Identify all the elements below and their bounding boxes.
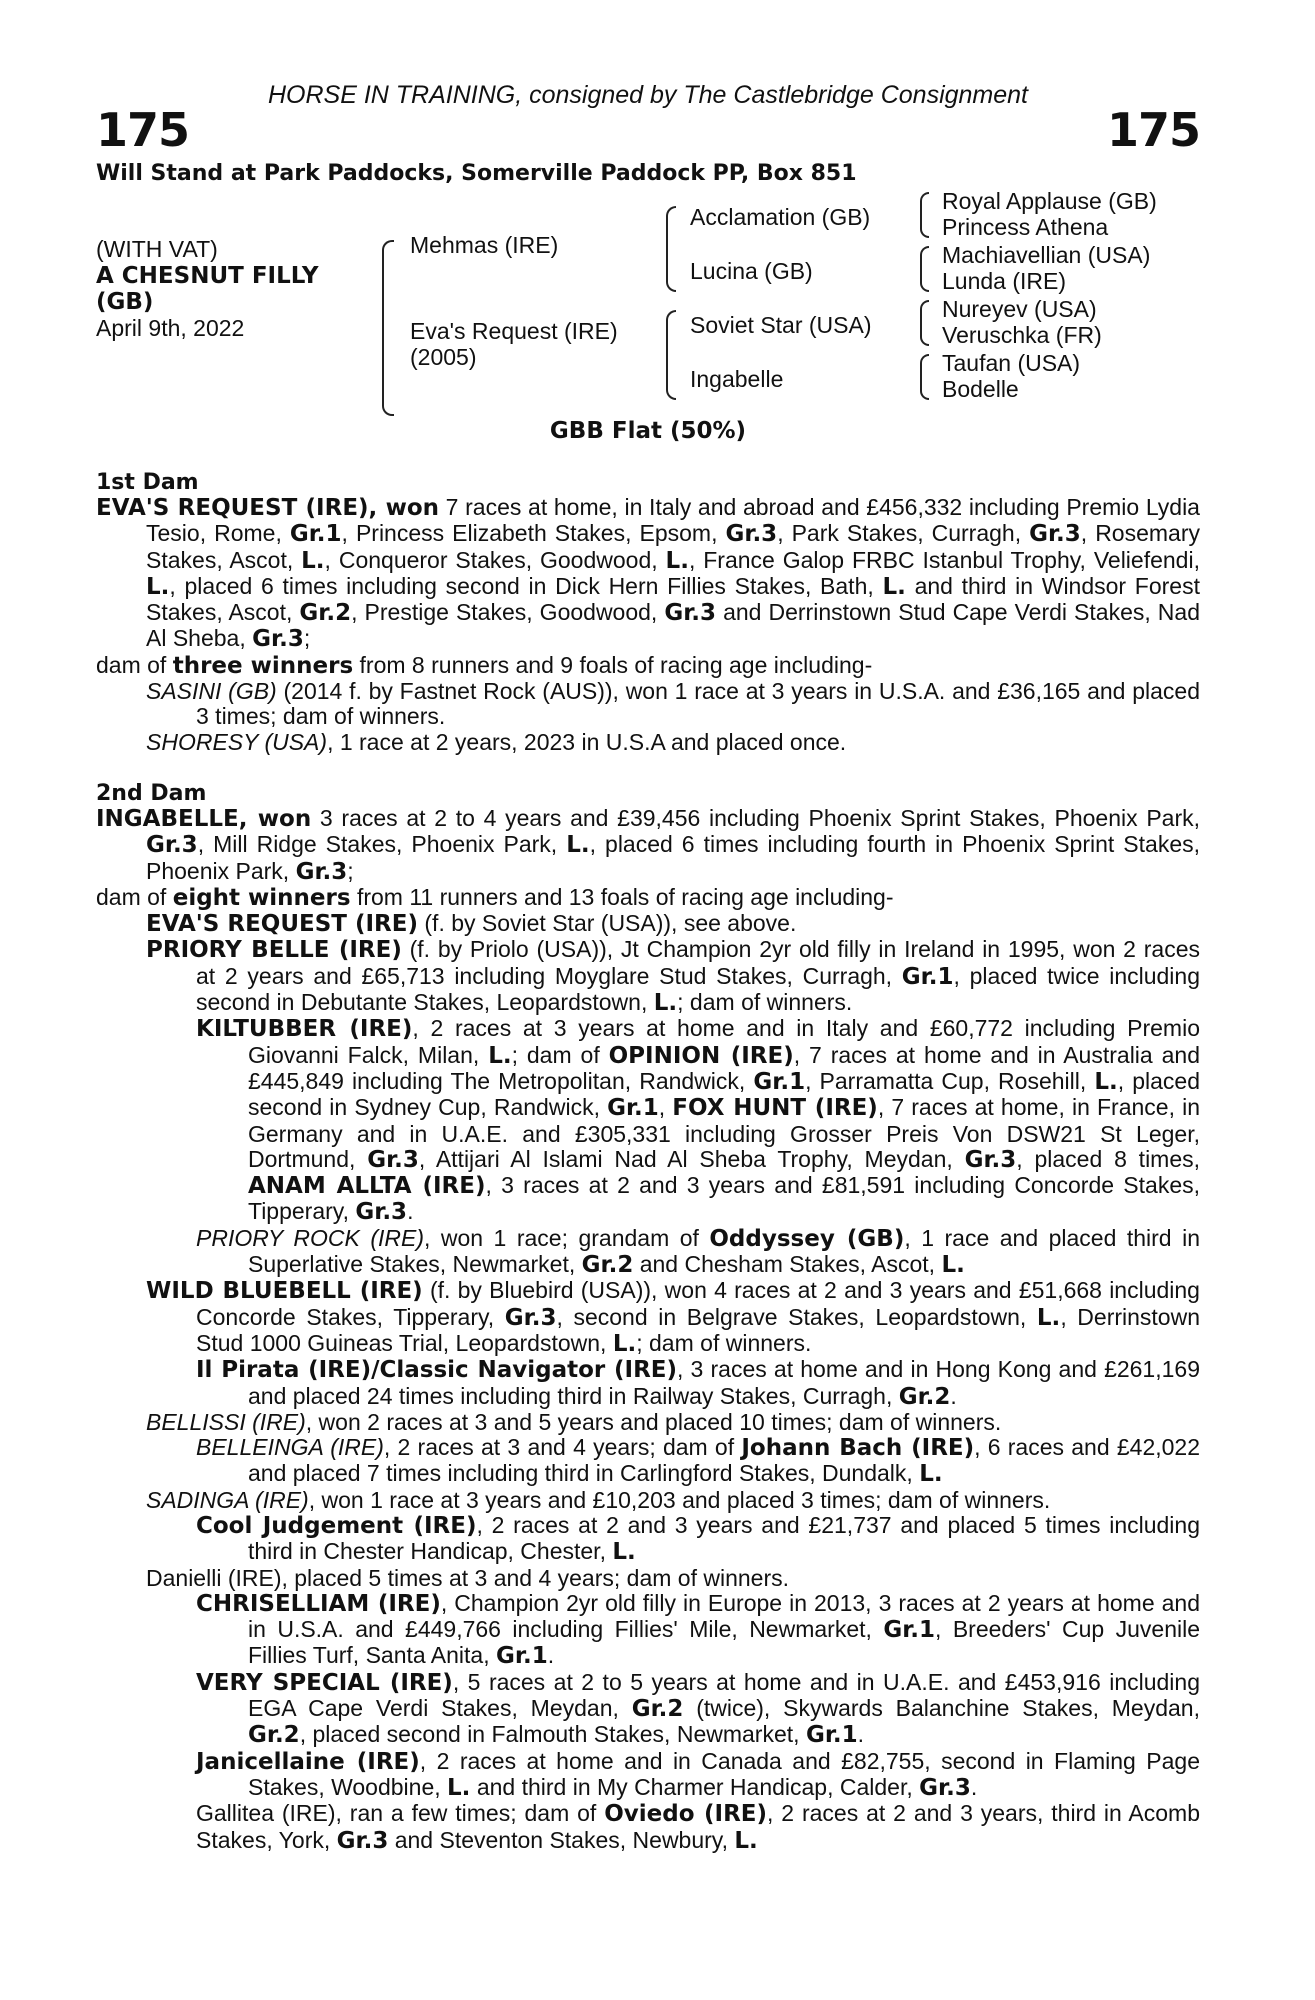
rating: GBB Flat (50%) [549, 418, 747, 444]
text-run: , [658, 1094, 673, 1121]
bold-run: L. [447, 1774, 471, 1801]
bold-run: EVA'S REQUEST (IRE), won [96, 495, 439, 521]
bold-run: Gr.3 [964, 1146, 1017, 1173]
bold-run: Gr.3 [146, 832, 198, 859]
bold-run: Gr.3 [355, 1199, 408, 1226]
produce-entry [96, 1278, 1200, 1357]
bold-run: Gr.3 [295, 858, 348, 885]
ddd: Bodelle [942, 376, 1019, 402]
bold-run: L. [1094, 1068, 1118, 1095]
bold-run: WILD BLUEBELL (IRE) [146, 1278, 423, 1305]
bold-run: Gr.3 [1029, 521, 1081, 548]
bold-run: L. [612, 1330, 637, 1357]
bold-run: Johann Bach (IRE) [741, 1435, 975, 1462]
text-run: , placed second in Falmouth Stakes, Newmarket, [299, 1721, 806, 1748]
bold-run: Il Pirata (IRE)/Classic Navigator (IRE) [196, 1357, 678, 1384]
bold-run: Gr.3 [336, 1827, 389, 1854]
text-run: , 7 races at home, in France, in Germany and in U.A.E. and £305,331 including Grosser Preis Von DSW21 St Leger, Dortmund, [248, 1094, 1200, 1172]
dam-sire: Soviet Star (USA) [690, 312, 872, 338]
brace-2b [666, 310, 676, 400]
text-run: . [950, 1382, 957, 1409]
text-run: . [547, 1642, 555, 1669]
grand-produce-entry [96, 1513, 1200, 1566]
text-run: , Champion 2yr old filly in Europe in 2013, 3 races at 2 years at home and in U.S.A. and £449,766 including Fillies' Mile, Newmarket, [248, 1589, 1200, 1643]
dds: Taufan (USA) [942, 350, 1081, 376]
bold-run: Gr.3 [725, 521, 778, 548]
bold-run: Gr.1 [883, 1617, 936, 1644]
horse-country: (GB) [96, 289, 154, 315]
bold-run: eight winners [172, 884, 351, 911]
text-run: and third in My Charmer Handicap, Calder, [470, 1773, 920, 1800]
bold-run: L. [488, 1042, 512, 1069]
text-run: , placed 8 times, [1016, 1145, 1201, 1172]
text-run: , won 1 race at 3 years and £10,203 and placed 3 times; dam of winners. [308, 1486, 1051, 1513]
text-run: , placed 6 times including fourth in Phoenix Sprint Stakes, Phoenix Park, [146, 831, 1201, 884]
bold-run: Cool Judgement (IRE) [196, 1512, 477, 1539]
text-run: 7 races at home, in Italy and abroad and £456,332 including Premio Lydia Tesio, Rome, [146, 494, 1200, 547]
lot-number-left: 175 [96, 103, 190, 157]
text-run: , 2 races at 2 and 3 years, third in Acomb Stakes, York, [196, 1800, 1200, 1853]
text-run: , placed 6 times including second in Dick Hern Fillies Stakes, Bath, [169, 572, 883, 599]
grand-produce-entry [96, 1670, 1200, 1749]
sds: Machiavellian (USA) [942, 242, 1151, 268]
bold-run: OPINION (IRE) [608, 1042, 794, 1069]
bold-run: three winners [172, 652, 354, 679]
grand-produce-entry [96, 1435, 1200, 1488]
sss: Royal Applause (GB) [942, 188, 1157, 214]
text-run: , Conqueror Stakes, Goodwood, [324, 546, 666, 573]
sire: Mehmas (IRE) [410, 232, 559, 258]
produce-entry [96, 937, 1200, 1016]
bold-run: Gr.1 [753, 1068, 806, 1095]
text-run: , Park Stakes, Curragh, [777, 520, 1030, 547]
text-run: ; dam of winners. [677, 989, 853, 1016]
bold-run: FOX HUNT (IRE) [672, 1095, 878, 1122]
produce-entry [96, 1410, 1200, 1435]
text-run: , 5 races at 2 to 5 years at home and in U.A.E. and £453,916 including EGA Cape Verdi Stakes, Meydan, [248, 1668, 1200, 1722]
text-run: Gallitea (IRE), ran a few times; dam of [196, 1800, 605, 1827]
text-run: dam of [96, 883, 173, 910]
bold-run: Gr.3 [252, 626, 304, 653]
text-run: ; [303, 625, 311, 652]
bold-run: L. [665, 547, 689, 574]
dam-year: (2005) [410, 344, 477, 370]
produce-entry [96, 730, 1200, 755]
brace-1 [382, 240, 394, 416]
italic-run: BELLISSI (IRE) [146, 1408, 306, 1435]
text-run: , 2 races at home and in Canada and £82,755, second in Flaming Page Stakes, Woodbine, [248, 1747, 1200, 1800]
bold-run: PRIORY BELLE (IRE) [146, 937, 402, 964]
text-run: from 11 runners and 13 foals of racing age including- [350, 883, 894, 910]
bold-run: Gr.2 [898, 1383, 951, 1410]
bold-run: Gr.1 [607, 1095, 659, 1122]
bold-run: L. [882, 573, 906, 600]
bold-run: L. [301, 547, 325, 574]
text-run: 3 races at 2 to 4 years and £39,456 including Phoenix Sprint Stakes, Phoenix Park, [311, 804, 1200, 831]
consignment-line: HORSE IN TRAINING, consigned by The Castlebridge Consignment [267, 81, 1029, 109]
dam-dam: Ingabelle [690, 366, 784, 392]
dam: Eva's Request (IRE) [410, 318, 618, 344]
bold-run: Gr.3 [504, 1304, 557, 1331]
bold-run: Oviedo (IRE) [604, 1801, 767, 1828]
grand-produce-entry [96, 1357, 1200, 1410]
text-run: , Mill Ridge Stakes, Phoenix Park, [197, 831, 567, 858]
text-run: dam of [96, 651, 173, 678]
text-run: , Princess Elizabeth Stakes, Epsom, [341, 520, 726, 547]
brace-3c [920, 300, 929, 346]
text-run: , Parramatta Cup, Rosehill, [805, 1067, 1095, 1094]
bold-run: Gr.3 [919, 1774, 971, 1801]
text-run: , second in Belgrave Stakes, Leopardstown, [556, 1303, 1037, 1330]
text-run: , placed twice including second in Debutante Stakes, Leopardstown, [196, 962, 1200, 1016]
text-run: , France Galop FRBC Istanbul Trophy, Veliefendi, [688, 546, 1200, 573]
text-run: (2014 f. by Fastnet Rock (AUS)), won 1 race at 3 years in U.S.A. and £36,165 and placed 3 times; dam of winners. [196, 678, 1201, 730]
ssd: Princess Athena [942, 214, 1109, 240]
bold-run: Oddyssey (GB) [709, 1225, 905, 1252]
text-run: , 7 races at home and in Australia and £445,849 including The Metropolitan, Randwick, [248, 1041, 1200, 1094]
text-run: from 8 runners and 9 foals of racing age including- [353, 651, 873, 678]
produce-summary [96, 885, 1200, 911]
sire-dam: Lucina (GB) [690, 258, 813, 284]
text-run: . [407, 1198, 414, 1225]
dsd: Veruschka (FR) [942, 322, 1102, 348]
bold-run: Gr.3 [664, 600, 717, 627]
grand-produce-entry [96, 1749, 1200, 1802]
text-run: , Derrinstown Stud 1000 Guineas Trial, Leopardstown, [196, 1303, 1201, 1356]
italic-run: SASINI (GB) [146, 678, 277, 705]
text-run: , won 2 races at 3 and 5 years and placed 10 times; dam of winners. [305, 1408, 1002, 1435]
text-run: and Steventon Stakes, Newbury, [388, 1826, 735, 1853]
section-heading: 1st Dam [96, 470, 199, 495]
produce-entry [96, 1488, 1200, 1513]
text-run: (f. by Priolo (USA)), Jt Champion 2yr old filly in Ireland in 1995, won 2 races at 2 years and £65,713 including Moyglare Stud Stakes, Curragh, [196, 936, 1200, 989]
brace-2a [666, 206, 676, 292]
bold-run: L. [566, 832, 590, 859]
stand-location: Will Stand at Park Paddocks, Somerville Paddock PP, Box 851 [96, 161, 857, 186]
bold-run: Gr.3 [367, 1146, 419, 1173]
text-run: and third in Windsor Forest Stakes, Ascot, [146, 572, 1200, 626]
lot-number-right: 175 [1106, 103, 1200, 157]
bold-run: Gr.2 [299, 600, 352, 627]
bold-run: VERY SPECIAL (IRE) [196, 1669, 453, 1696]
bold-run: Gr.1 [289, 521, 342, 548]
text-run: (f. by Bluebird (USA)), won 4 races at 2 and 3 years and £51,668 including Concorde Stakes, Tipperary, [196, 1277, 1200, 1330]
grand-produce-entry [96, 1226, 1200, 1279]
brace-3a [920, 192, 929, 238]
text-run: (twice), Skywards Balanchine Stakes, Meydan, [683, 1695, 1200, 1722]
text-run: , Prestige Stakes, Goodwood, [351, 599, 665, 626]
bold-run: L. [941, 1252, 965, 1279]
pedigree-table [96, 188, 1200, 408]
text-run: Danielli (IRE), placed 5 times at 3 and 4 years; dam of winners. [146, 1564, 790, 1591]
grand-produce-entry [96, 1016, 1200, 1225]
second-dam-section [96, 781, 1200, 1854]
foaling-date: April 9th, 2022 [96, 315, 245, 341]
brace-3b [920, 246, 929, 292]
text-run: , 3 races at home and in Hong Kong and £261,169 and placed 24 times including third in Railway Stakes, Curragh, [248, 1356, 1200, 1409]
text-run: ; dam of [511, 1041, 609, 1068]
grand-produce-entry [96, 1801, 1200, 1854]
text-run: , 6 races and £42,022 and placed 7 times including third in Carlingford Stakes, Dundalk, [248, 1434, 1200, 1487]
produce-summary [96, 653, 1200, 679]
bold-run: L. [612, 1539, 636, 1566]
text-run: , placed second in Sydney Cup, Randwick, [248, 1067, 1200, 1121]
text-run: . [970, 1773, 978, 1800]
text-run: . [857, 1721, 865, 1748]
vat-note: (WITH VAT) [96, 236, 218, 262]
lot-number-row [96, 104, 1200, 156]
dam-record [96, 806, 1200, 885]
italic-run: SADINGA (IRE) [146, 1486, 309, 1513]
text-run: , 1 race and placed third in Superlative Stakes, Newmarket, [248, 1224, 1200, 1278]
bold-run: Janicellaine (IRE) [196, 1748, 420, 1775]
bold-run: Gr.2 [581, 1252, 634, 1279]
section-heading: 2nd Dam [96, 780, 207, 806]
bold-run: L. [1036, 1304, 1061, 1331]
bold-run: CHRISELLIAM (IRE) [196, 1590, 441, 1617]
text-run: , 1 race at 2 years, 2023 in U.S.A and placed once. [327, 728, 847, 755]
text-run: , 2 races at 3 years at home and in Italy and £60,772 including Premio Giovanni Falck, Milan, [248, 1015, 1200, 1068]
bold-run: ANAM ALLTA (IRE) [248, 1173, 486, 1200]
text-run: , Rosemary Stakes, Ascot, [146, 520, 1201, 573]
italic-run: SHORESY (USA) [146, 728, 328, 755]
bold-run: L. [653, 990, 678, 1017]
horse-name: A CHESNUT FILLY [96, 263, 319, 289]
produce-entry [96, 911, 1200, 937]
italic-run: PRIORY ROCK (IRE) [196, 1224, 424, 1251]
text-run: , won 1 race; grandam of [424, 1224, 710, 1251]
bold-run: L. [919, 1461, 943, 1488]
sire-sire: Acclamation (GB) [690, 204, 871, 230]
produce-entry [96, 679, 1200, 730]
bold-run: INGABELLE, won [96, 805, 312, 832]
bold-run: Gr.1 [901, 963, 954, 990]
text-run: , 2 races at 2 and 3 years and £21,737 and placed 5 times including third in Chester Handicap, Chester, [248, 1511, 1200, 1565]
bold-run: KILTUBBER (IRE) [196, 1016, 413, 1043]
dss: Nureyev (USA) [942, 296, 1097, 322]
text-run: ; [347, 857, 354, 884]
dam-record [96, 495, 1200, 653]
text-run: and Chesham Stakes, Ascot, [633, 1251, 942, 1278]
produce-entry [96, 1566, 1200, 1591]
italic-run: BELLEINGA (IRE) [196, 1434, 384, 1461]
bold-run: L. [146, 573, 170, 600]
text-run: , 2 races at 3 and 4 years; dam of [383, 1434, 742, 1461]
first-dam-section [96, 470, 1200, 755]
bold-run: EVA'S REQUEST (IRE) [146, 911, 418, 938]
brace-3d [920, 354, 929, 400]
catalogue-page [96, 80, 1200, 1854]
text-run: , Breeders' Cup Juvenile Fillies Turf, Santa Anita, [248, 1616, 1200, 1669]
text-run: and Derrinstown Stud Cape Verdi Stakes, Nad Al Sheba, [146, 599, 1200, 652]
text-run: ; dam of winners. [636, 1329, 812, 1356]
bold-run: Gr.2 [631, 1696, 684, 1723]
bold-run: L. [734, 1827, 758, 1854]
text-run: (f. by Soviet Star (USA)), see above. [418, 910, 797, 937]
bold-run: Gr.1 [496, 1643, 548, 1670]
text-run: , 3 races at 2 and 3 years and £81,591 including Concorde Stakes, Tipperary, [248, 1172, 1201, 1225]
grand-produce-entry [96, 1591, 1200, 1670]
bold-run: Gr.1 [805, 1722, 858, 1749]
text-run: , Attijari Al Islami Nad Al Sheba Trophy, Meydan, [418, 1145, 965, 1172]
bold-run: Gr.2 [248, 1722, 300, 1749]
sdd: Lunda (IRE) [942, 268, 1067, 294]
